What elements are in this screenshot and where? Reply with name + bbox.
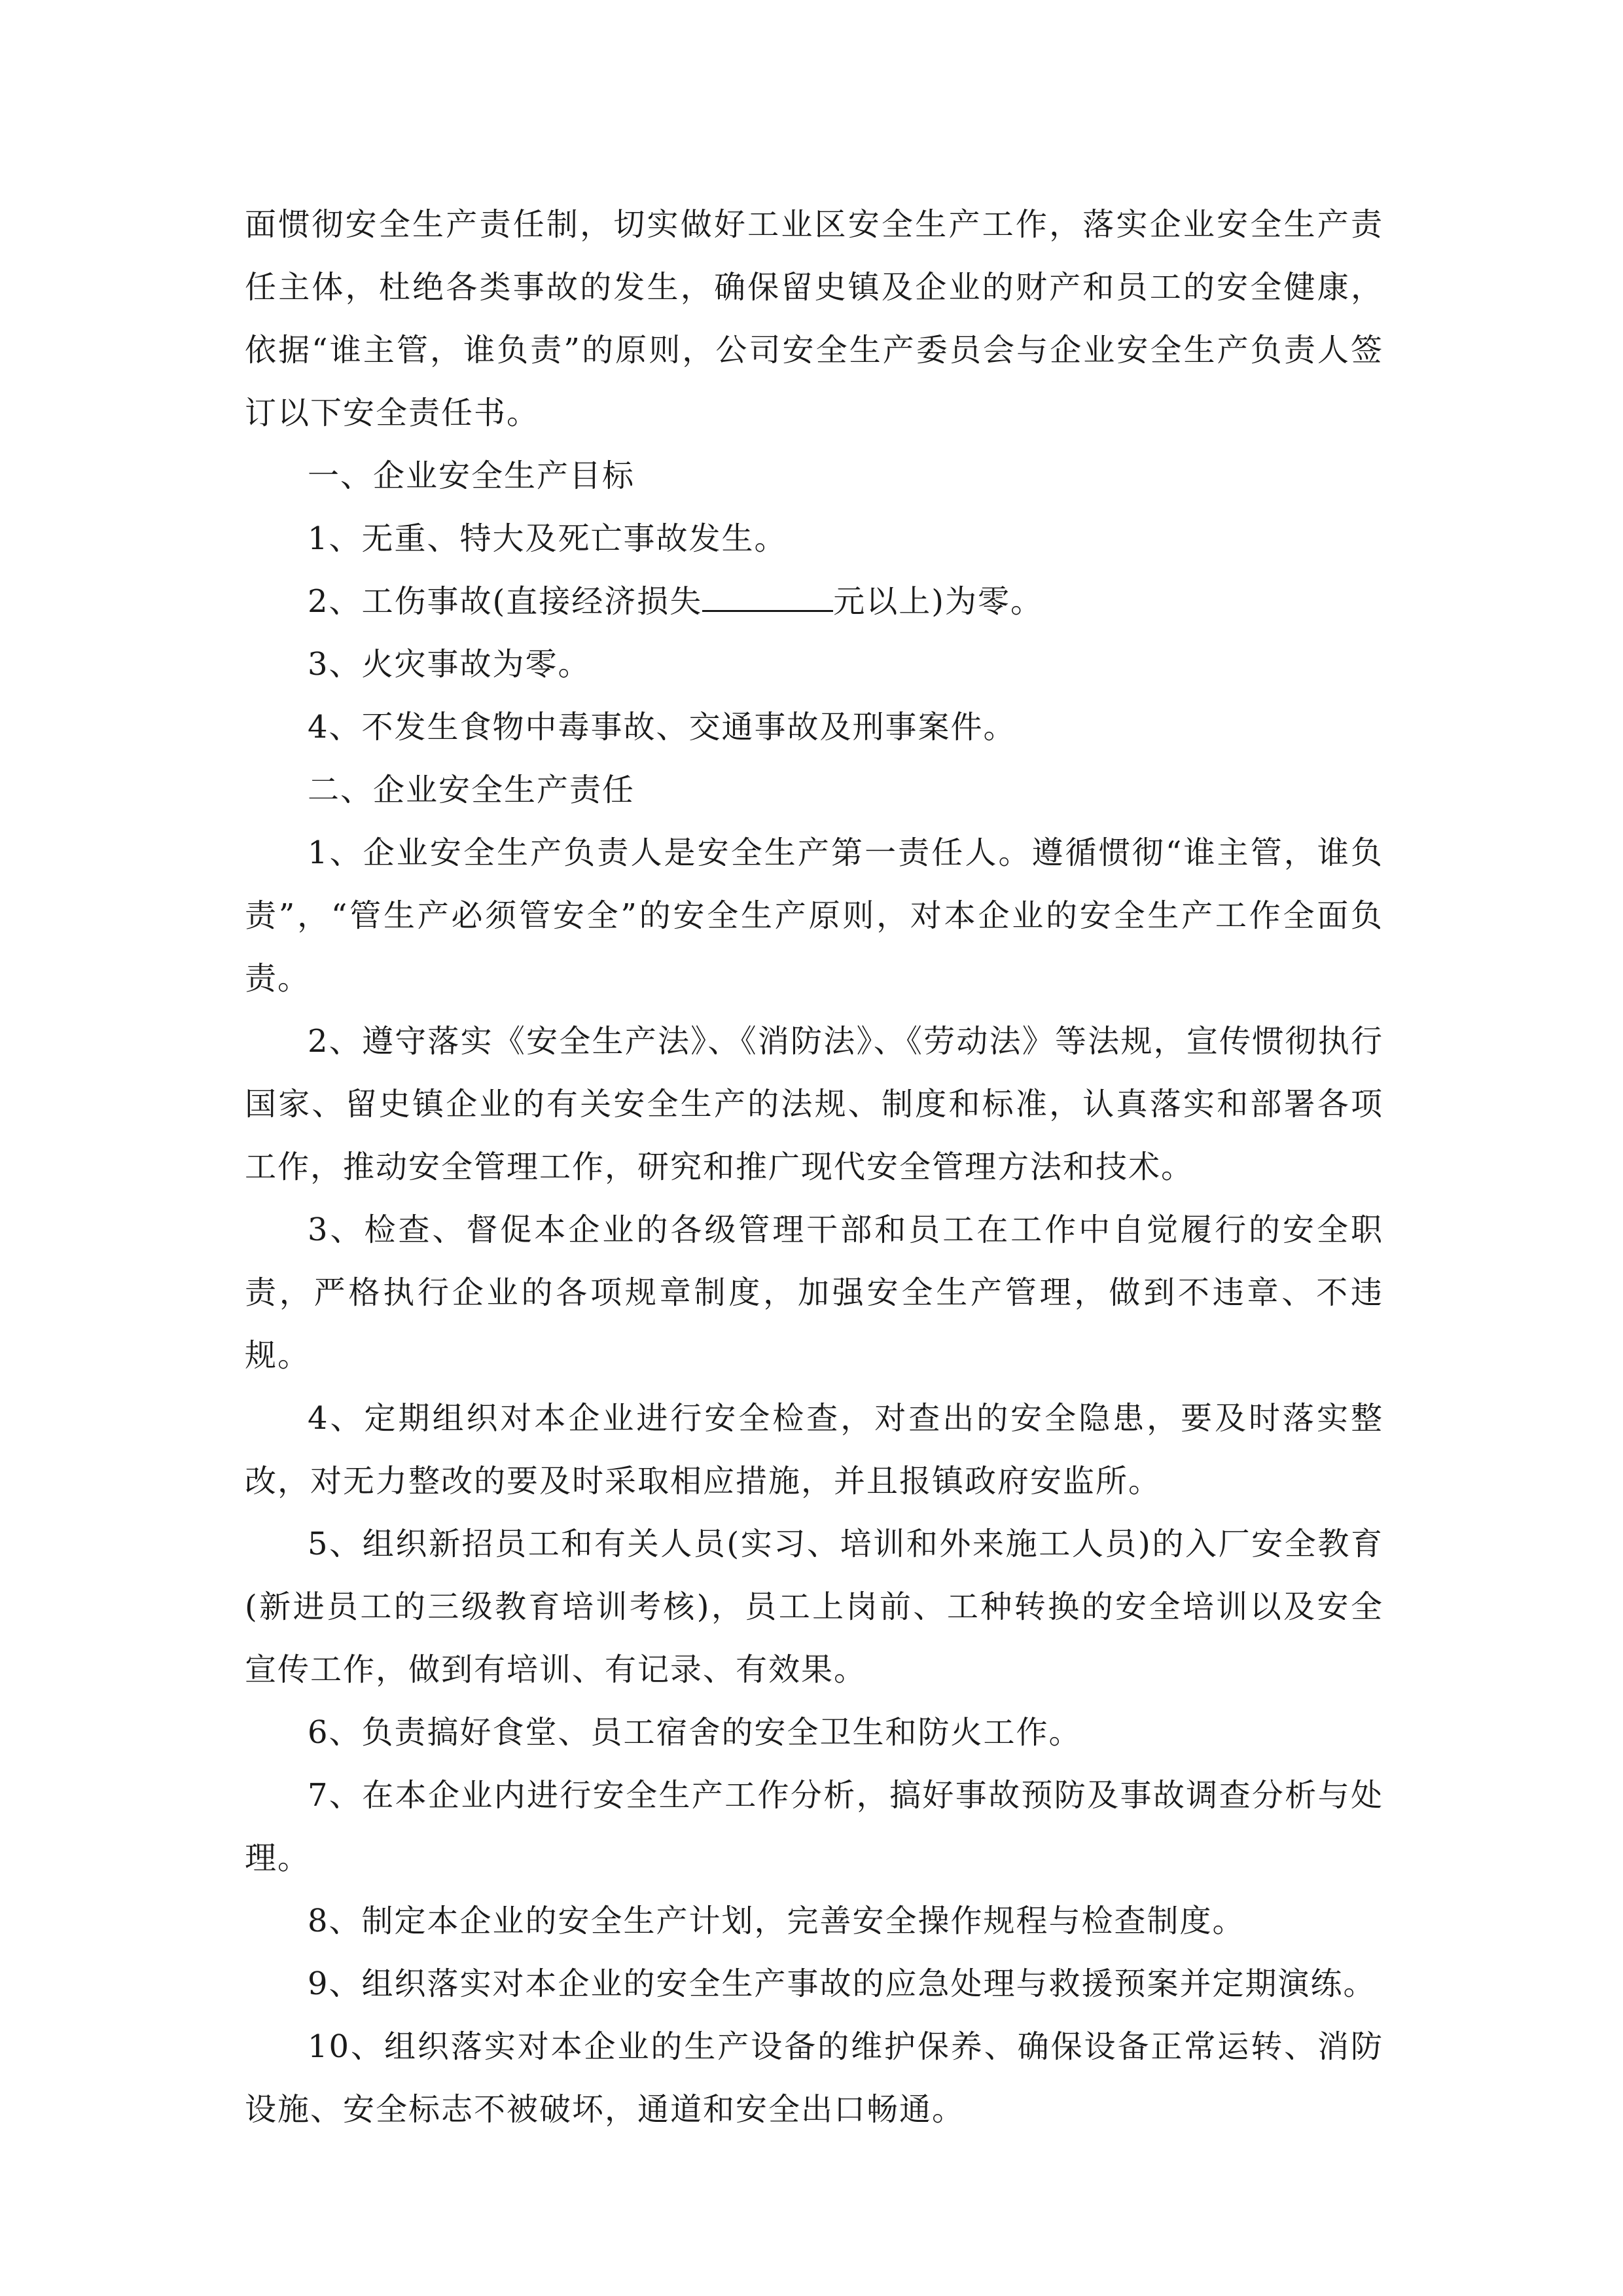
section1-heading: 一、企业安全生产目标 bbox=[308, 457, 635, 494]
section1-item-2-prefix: 2、工伤事故(直接经济损失 bbox=[308, 583, 703, 620]
section1-item-2 bbox=[245, 570, 1383, 633]
section2-item-8: 8、制定本企业的安全生产计划，完善安全操作规程与检查制度。 bbox=[308, 1903, 1245, 1939]
section2-item-9: 9、组织落实对本企业的安全生产事故的应急处理与救援预案并定期演练。 bbox=[308, 1965, 1376, 2002]
intro-paragraph: 面惯彻安全生产责任制，切实做好工业区安全生产工作，落实企业安全生产责任主体，杜绝各类事故的发生，确保留史镇及企业的财产和员工的安全健康，依据“谁主管，谁负责”的原则，公司安全生产委员会与企业安全生产负责人签订以下安全责任书。 bbox=[245, 206, 1383, 431]
amount-blank-line bbox=[702, 584, 833, 612]
section1-item-2-suffix: 元以上)为零。 bbox=[833, 583, 1044, 620]
section2-heading: 二、企业安全生产责任 bbox=[308, 772, 635, 808]
section2-item-1: 1、企业安全生产负责人是安全生产第一责任人。遵循惯彻“谁主管，谁负责”，“管生产必须管安全”的安全生产原则，对本企业的安全生产工作全面负责。 bbox=[245, 834, 1383, 997]
section1-item-1: 1、无重、特大及死亡事故发生。 bbox=[308, 520, 787, 557]
section2-item-6: 6、负责搞好食堂、员工宿舍的安全卫生和防火工作。 bbox=[308, 1714, 1082, 1751]
section2-item-3: 3、检查、督促本企业的各级管理干部和员工在工作中自觉履行的安全职责，严格执行企业的各项规章制度，加强安全生产管理，做到不违章、不违规。 bbox=[245, 1211, 1383, 1374]
section2-item-2: 2、遵守落实《安全生产法》、《消防法》、《劳动法》等法规，宣传惯彻执行国家、留史镇企业的有关安全生产的法规、制度和标准，认真落实和部署各项工作，推动安全管理工作，研究和推广现代安全管理方法和技术。 bbox=[245, 1023, 1383, 1185]
section2-item-7: 7、在本企业内进行安全生产工作分析，搞好事故预防及事故调查分析与处理。 bbox=[245, 1777, 1383, 1876]
section2-item-4: 4、定期组织对本企业进行安全检查，对查出的安全隐患，要及时落实整改，对无力整改的要及时采取相应措施，并且报镇政府安监所。 bbox=[245, 1400, 1383, 1499]
section1-item-4: 4、不发生食物中毒事故、交通事故及刑事案件。 bbox=[308, 709, 1016, 745]
document-body bbox=[245, 193, 1383, 2141]
section2-item-5: 5、组织新招员工和有关人员(实习、培训和外来施工人员)的入厂安全教育(新进员工的三级教育培训考核)，员工上岗前、工种转换的安全培训以及安全宣传工作，做到有培训、有记录、有效果。 bbox=[245, 1526, 1383, 1688]
section2-item-10: 10、组织落实对本企业的生产设备的维护保养、确保设备正常运转、消防设施、安全标志不被破坏，通道和安全出口畅通。 bbox=[245, 2028, 1383, 2128]
section1-item-3: 3、火灾事故为零。 bbox=[308, 646, 591, 683]
